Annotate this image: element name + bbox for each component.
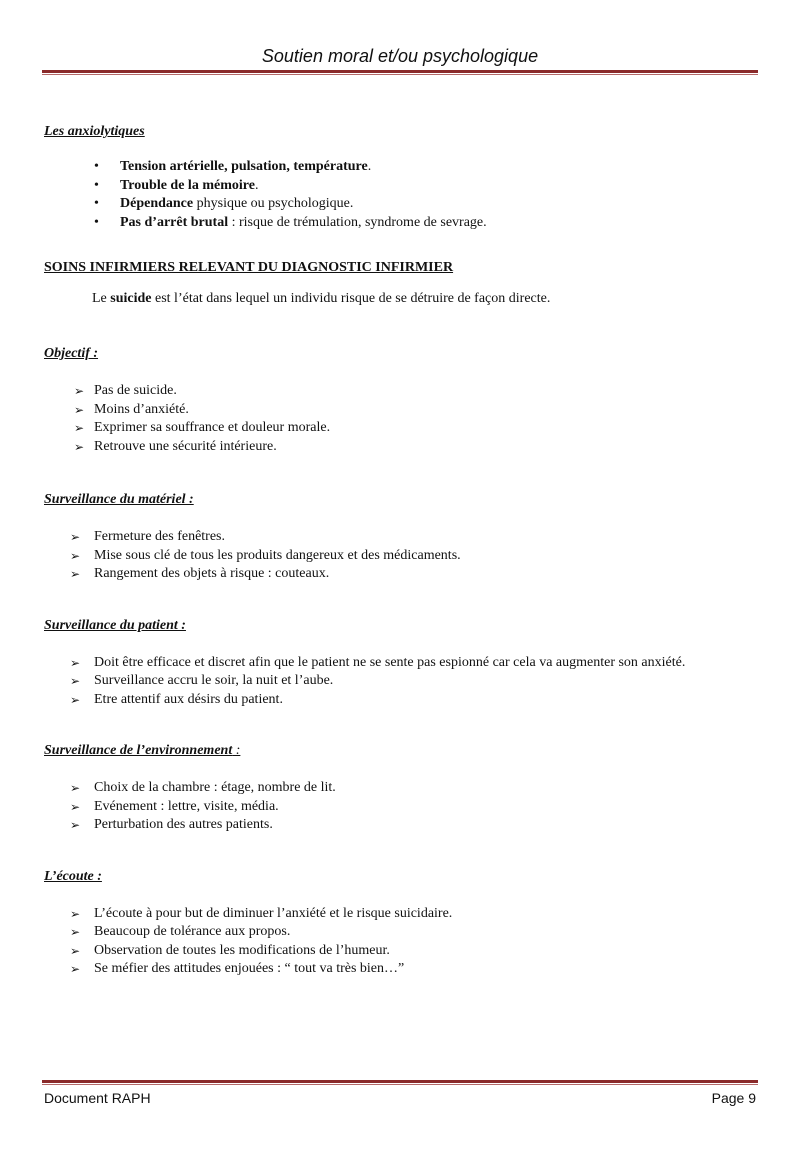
list-item: ➢ Evénement : lettre, visite, média.	[44, 798, 760, 817]
ecoute-list	[44, 905, 760, 979]
anxiolytiques-list	[44, 158, 760, 232]
footer-document-name: Document RAPH	[44, 1090, 151, 1106]
list-item: ➢ Fermeture des fenêtres.	[44, 528, 760, 547]
arrow-bullet-icon: ➢	[70, 799, 81, 814]
objectif-list	[44, 382, 760, 456]
arrow-bullet-icon: ➢	[70, 818, 81, 832]
list-item: • Dépendance physique ou psychologique.	[44, 195, 760, 214]
list-item: ➢ Pas de suicide.	[44, 382, 760, 401]
section-title-patient: Surveillance du patient :	[44, 617, 186, 633]
list-item: ➢ Etre attentif aux désirs du patient.	[44, 691, 760, 710]
arrow-bullet-icon: ➢	[70, 548, 81, 563]
list-item: ➢ L’écoute à pour but de diminuer l’anxiété et le risque suicidaire.	[44, 905, 760, 924]
patient-list	[44, 654, 760, 710]
suicide-definition: Le suicide est l’état dans lequel un individu risque de se détruire de façon directe.	[92, 291, 551, 306]
list-item: ➢ Mise sous clé de tous les produits dangereux et des médicaments.	[44, 547, 760, 566]
footer-rule	[42, 1080, 758, 1085]
list-item: ➢ Exprimer sa souffrance et douleur morale.	[44, 419, 760, 438]
section-title-environnement: Surveillance de l’environnement :	[44, 743, 241, 758]
bullet-icon: •	[94, 196, 99, 211]
list-item: • Trouble de la mémoire.	[44, 177, 760, 196]
arrow-bullet-icon: ➢	[70, 567, 81, 581]
list-item: ➢ Retrouve une sécurité intérieure.	[44, 438, 760, 457]
list-item: ➢ Surveillance accru le soir, la nuit et l’aube.	[44, 672, 760, 691]
arrow-bullet-icon: ➢	[70, 925, 81, 939]
bullet-icon: •	[94, 214, 99, 230]
list-item: ➢ Observation de toutes les modifications de l’humeur.	[44, 942, 760, 961]
arrow-bullet-icon: ➢	[74, 421, 85, 435]
materiel-list	[44, 528, 760, 584]
list-item: ➢ Perturbation des autres patients.	[44, 816, 760, 835]
list-item: • Tension artérielle, pulsation, température.	[44, 158, 760, 177]
section-title-anxiolytiques: Les anxiolytiques	[44, 124, 145, 139]
section-title-soins: SOINS INFIRMIERS RELEVANT DU DIAGNOSTIC INFIRMIER	[44, 260, 454, 275]
header-rule	[42, 70, 758, 75]
bullet-icon: •	[94, 177, 99, 193]
arrow-bullet-icon: ➢	[70, 692, 81, 707]
section-title-materiel: Surveillance du matériel :	[44, 492, 194, 507]
arrow-bullet-icon: ➢	[70, 781, 81, 795]
arrow-bullet-icon: ➢	[70, 674, 81, 688]
list-item: ➢ Se méfier des attitudes enjouées : “ tout va très bien…”	[44, 960, 760, 979]
arrow-bullet-icon: ➢	[70, 530, 81, 544]
arrow-bullet-icon: ➢	[70, 906, 81, 921]
arrow-bullet-icon: ➢	[74, 439, 85, 454]
list-item: ➢ Choix de la chambre : étage, nombre de lit.	[44, 779, 760, 798]
arrow-bullet-icon: ➢	[70, 655, 81, 670]
environnement-list	[44, 779, 760, 835]
section-title-ecoute: L’écoute :	[44, 868, 102, 884]
arrow-bullet-icon: ➢	[74, 402, 85, 417]
list-item: • Pas d’arrêt brutal : risque de trémulation, syndrome de sevrage.	[44, 214, 760, 233]
section-title-objectif: Objectif :	[44, 346, 99, 361]
list-item: ➢ Doit être efficace et discret afin que le patient ne se sente pas espionné car cela va augmenter son anxiété.	[44, 654, 760, 673]
list-item: ➢ Rangement des objets à risque : couteaux.	[44, 565, 760, 584]
bullet-icon: •	[94, 159, 99, 174]
page-header-title: Soutien moral et/ou psychologique	[261, 46, 539, 66]
arrow-bullet-icon: ➢	[74, 384, 85, 398]
arrow-bullet-icon: ➢	[70, 962, 81, 976]
arrow-bullet-icon: ➢	[70, 943, 81, 958]
list-item: ➢ Moins d’anxiété.	[44, 401, 760, 420]
page-content	[44, 124, 760, 979]
list-item: ➢ Beaucoup de tolérance aux propos.	[44, 923, 760, 942]
footer-page-number: Page 9	[711, 1090, 756, 1106]
